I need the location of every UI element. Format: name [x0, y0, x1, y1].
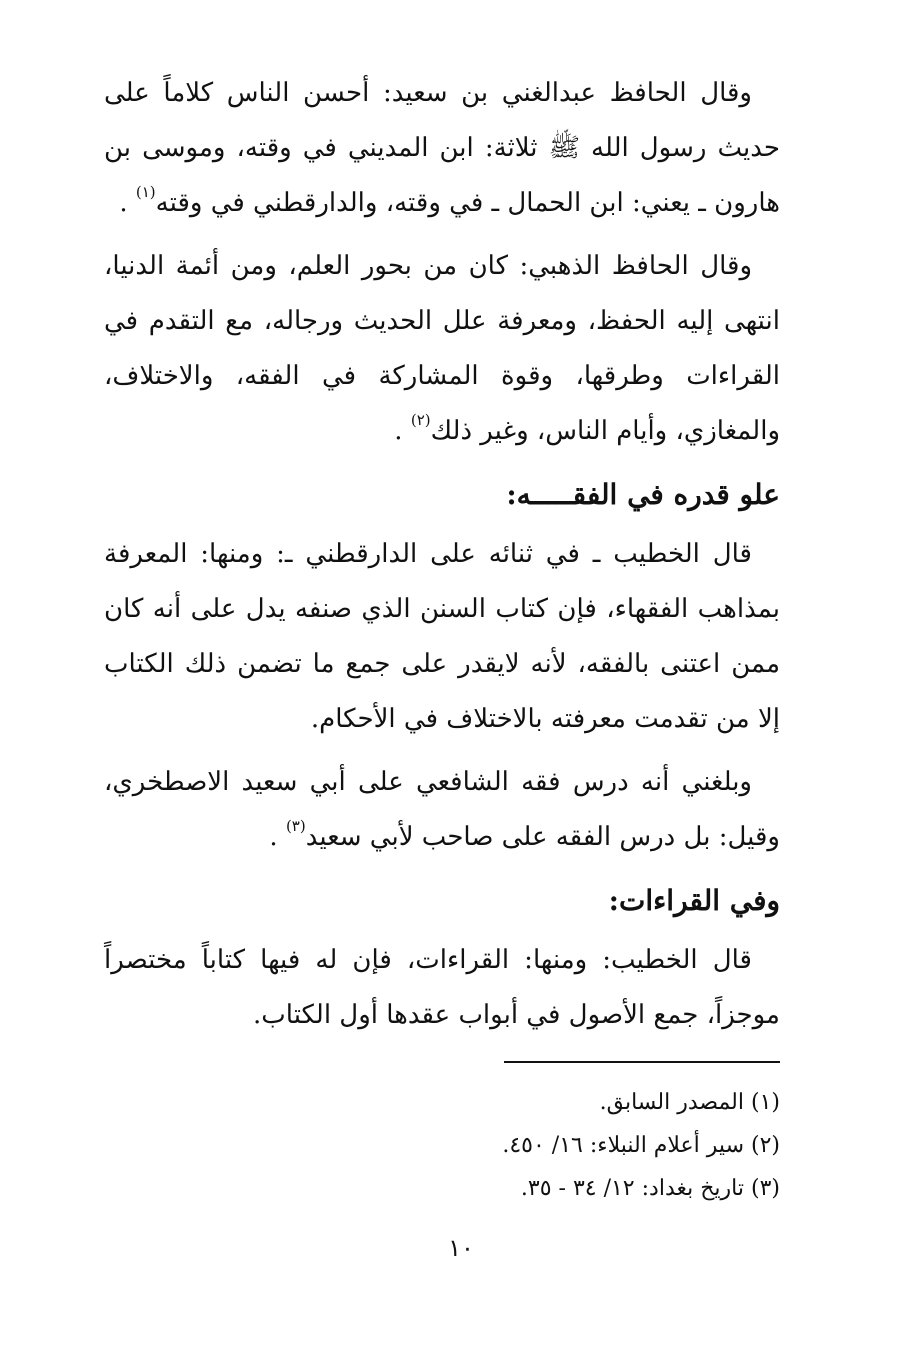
footnote-2: (٢) سير أعلام النبلاء: ١٦/ ٤٥٠.: [502, 1133, 780, 1158]
paragraph-abdulghani: [104, 66, 780, 231]
section-heading-qiraat: وفي القراءات:: [608, 884, 780, 917]
paragraph-text: وقال الحافظ الذهبي: كان من بحور العلم، ومن أئمة الدنيا، انتهى إليه الحفظ، ومعرفة علل الحديث ورجاله، مع التقدم في القراءات وطرقها، وقوة المشاركة في الفقه، والاختلاف، والمغازي، وأيام الناس، وغير ذلك: [104, 251, 780, 446]
paragraph-text: وقال الحافظ عبدالغني بن سعيد: أحسن الناس كلاماً على حديث رسول الله ﷺ ثلاثة: ابن المديني في وقته، وموسى بن هارون ـ يعني: ابن الحمال ـ في وقته، والدارقطني في وقته: [104, 78, 780, 218]
footnotes: [104, 1081, 780, 1210]
footnote-1: (١) المصدر السابق.: [599, 1090, 780, 1115]
paragraph-text: قال الخطيب: ومنها: القراءات، فإن له فيها كتاباً مختصراً موجزاً، جمع الأصول في أبواب عقدها أول الكتاب.: [104, 945, 780, 1030]
paragraph-tail: .: [119, 188, 128, 218]
footnote-ref: (١): [135, 183, 156, 201]
paragraph-tail: .: [394, 416, 403, 446]
paragraph-text: قال الخطيب ـ في ثنائه على الدارقطني ـ: ومنها: المعرفة بمذاهب الفقهاء، فإن كتاب السنن الذي صنفه يدل على أنه كان ممن اعتنى بالفقه، لأنه لايقدر على جمع ما تضمن ذلك الكتاب إلا من تقدمت معرفته بالاختلاف في الأحكام.: [104, 539, 780, 734]
paragraph-text: وبلغني أنه درس فقه الشافعي على أبي سعيد الاصطخري، وقيل: بل درس الفقه على صاحب لأبي سعيد: [104, 767, 780, 852]
page-number: ١٠: [448, 1234, 474, 1262]
footnote-ref: (٣): [285, 817, 306, 835]
paragraph-istakhri: [104, 755, 780, 865]
footnote-separator: [504, 1061, 780, 1063]
section-heading-fiqh: علو قدره في الفقـــــه:: [506, 478, 780, 511]
paragraph-khatib-qiraat: [104, 933, 780, 1043]
paragraph-khatib-fiqh: [104, 527, 780, 747]
footnote-ref: (٢): [410, 411, 431, 429]
paragraph-dhahabi: [104, 239, 780, 459]
page-body: [104, 66, 780, 1210]
footnote-3: (٣) تاريخ بغداد: ١٢/ ٣٤ - ٣٥.: [520, 1176, 780, 1201]
paragraph-tail: .: [269, 822, 278, 852]
